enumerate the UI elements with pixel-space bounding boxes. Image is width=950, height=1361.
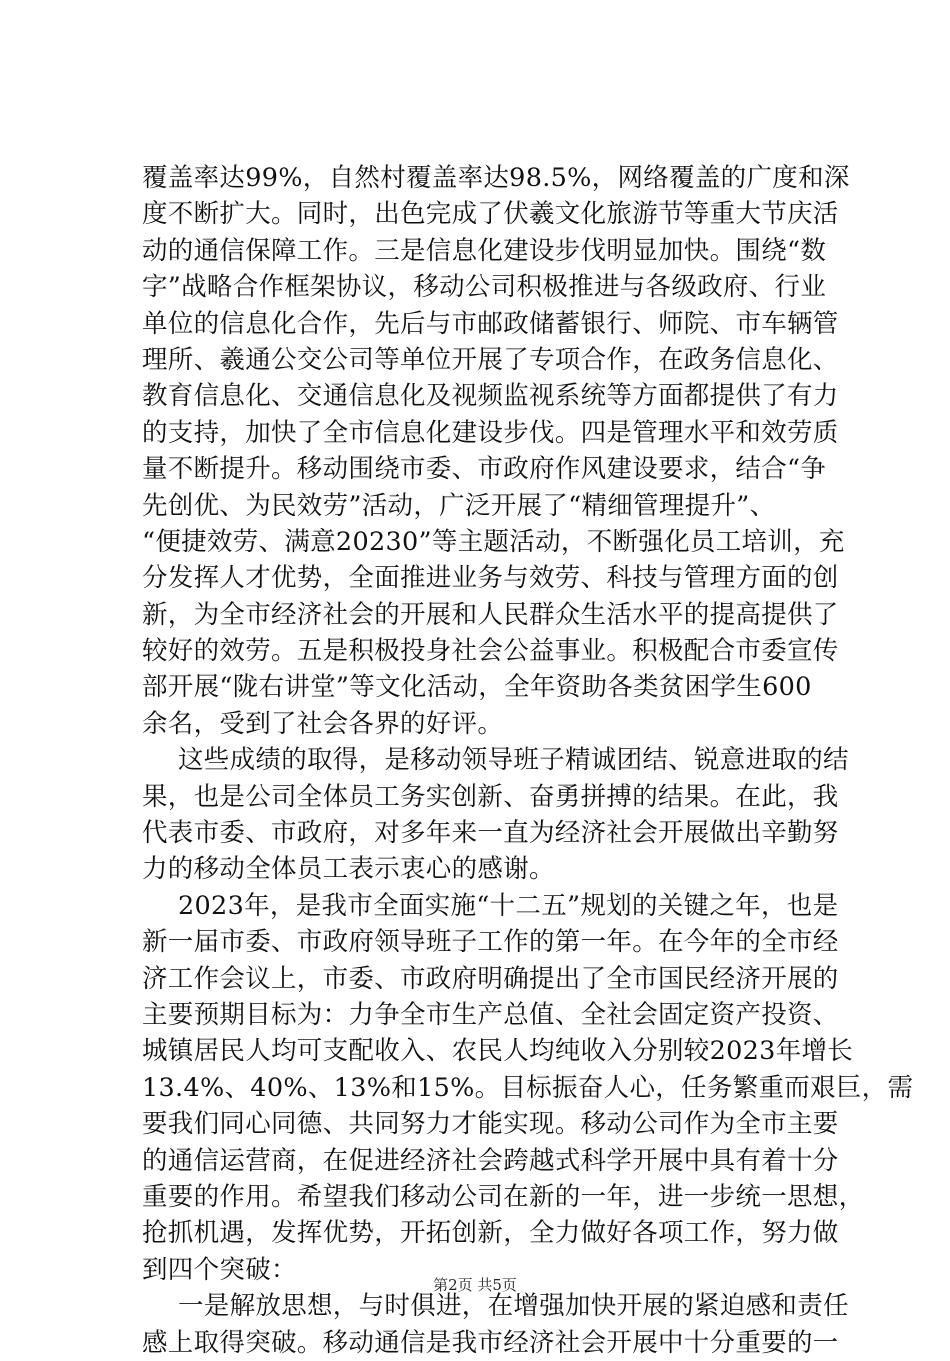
- text-line: 度不断扩大。同时，出色完成了伏羲文化旅游节等重大节庆活: [142, 199, 839, 230]
- text-line: 感上取得突破。移动通信是我市经济社会开展中十分重要的一: [142, 1327, 839, 1358]
- body-text: [142, 160, 914, 1361]
- text-line: 代表市委、市政府，对多年来一直为经济社会开展做出辛勤努: [142, 818, 839, 849]
- text-line: 单位的信息化合作，先后与市邮政储蓄银行、师院、市车辆管: [142, 308, 839, 339]
- text-line: 较好的效劳。五是积极投身社会公益事业。积极配合市委宣传: [142, 636, 839, 667]
- page-number-footer: 第2页 共5页: [433, 1276, 517, 1294]
- text-line: 主要预期目标为：力争全市生产总值、全社会固定资产投资、: [142, 999, 839, 1030]
- text-line: 果，也是公司全体员工务实创新、奋勇拼搏的结果。在此，我: [142, 781, 839, 812]
- text-line: 覆盖率达99%，自然村覆盖率达98.5%，网络覆盖的广度和深: [142, 163, 850, 193]
- text-line: 的支持，加快了全市信息化建设步伐。四是管理水平和效劳质: [142, 417, 839, 448]
- text-line: 先创优、为民效劳”活动，广泛开展了“精细管理提升”、: [142, 490, 776, 521]
- text-line: 抢抓机遇，发挥优势，开拓创新，全力做好各项工作，努力做: [142, 1218, 839, 1249]
- text-line: 部开展“陇右讲堂”等文化活动，全年资助各类贫困学生600: [142, 672, 812, 703]
- text-line: 字”战略合作框架协议，移动公司积极推进与各级政府、行业: [142, 272, 827, 303]
- text-line: 教育信息化、交通信息化及视频监视系统等方面都提供了有力: [142, 381, 839, 412]
- text-line: 重要的作用。希望我们移动公司在新的一年，进一步统一思想，: [142, 1181, 865, 1212]
- text-line: 余名，受到了社会各界的好评。: [142, 708, 504, 739]
- text-line: 新一届市委、市政府领导班子工作的第一年。在今年的全市经: [142, 927, 839, 958]
- text-line: 动的通信保障工作。三是信息化建设步伐明显加快。围绕“数: [142, 235, 827, 266]
- text-line: 分发挥人才优势，全面推进业务与效劳、科技与管理方面的创: [142, 563, 839, 594]
- text-line: 力的移动全体员工表示衷心的感谢。: [142, 854, 555, 885]
- text-line: “便捷效劳、满意20230”等主题活动，不断强化员工培训，充: [142, 526, 845, 557]
- text-line: 新，为全市经济社会的开展和人民群众生活水平的提高提供了: [142, 599, 839, 630]
- text-line: 到四个突破：: [142, 1254, 297, 1285]
- text-line: 的通信运营商，在促进经济社会跨越式科学开展中具有着十分: [142, 1145, 839, 1176]
- paragraph-start-line: 2023年，是我市全面实施“十二五”规划的关键之年，也是: [178, 890, 839, 921]
- text-line: 量不断提升。移动围绕市委、市政府作风建设要求，结合“争: [142, 454, 827, 485]
- text-line: 济工作会议上，市委、市政府明确提出了全市国民经济开展的: [142, 963, 839, 994]
- paragraph-start-line: 一是解放思想，与时俱进，在增强加快开展的紧迫感和责任: [178, 1291, 849, 1322]
- text-line: 13.4%、40%、13%和15%。目标振奋人心，任务繁重而艰巨，需: [142, 1072, 914, 1103]
- text-line: 理所、羲通公交公司等单位开展了专项合作，在政务信息化、: [142, 344, 839, 375]
- text-line: 要我们同心同德、共同努力才能实现。移动公司作为全市主要: [142, 1109, 839, 1140]
- text-line: 城镇居民人均可支配收入、农民人均纯收入分别较2023年增长: [142, 1036, 854, 1067]
- paragraph-start-line: 这些成绩的取得，是移动领导班子精诚团结、锐意进取的结: [178, 745, 849, 776]
